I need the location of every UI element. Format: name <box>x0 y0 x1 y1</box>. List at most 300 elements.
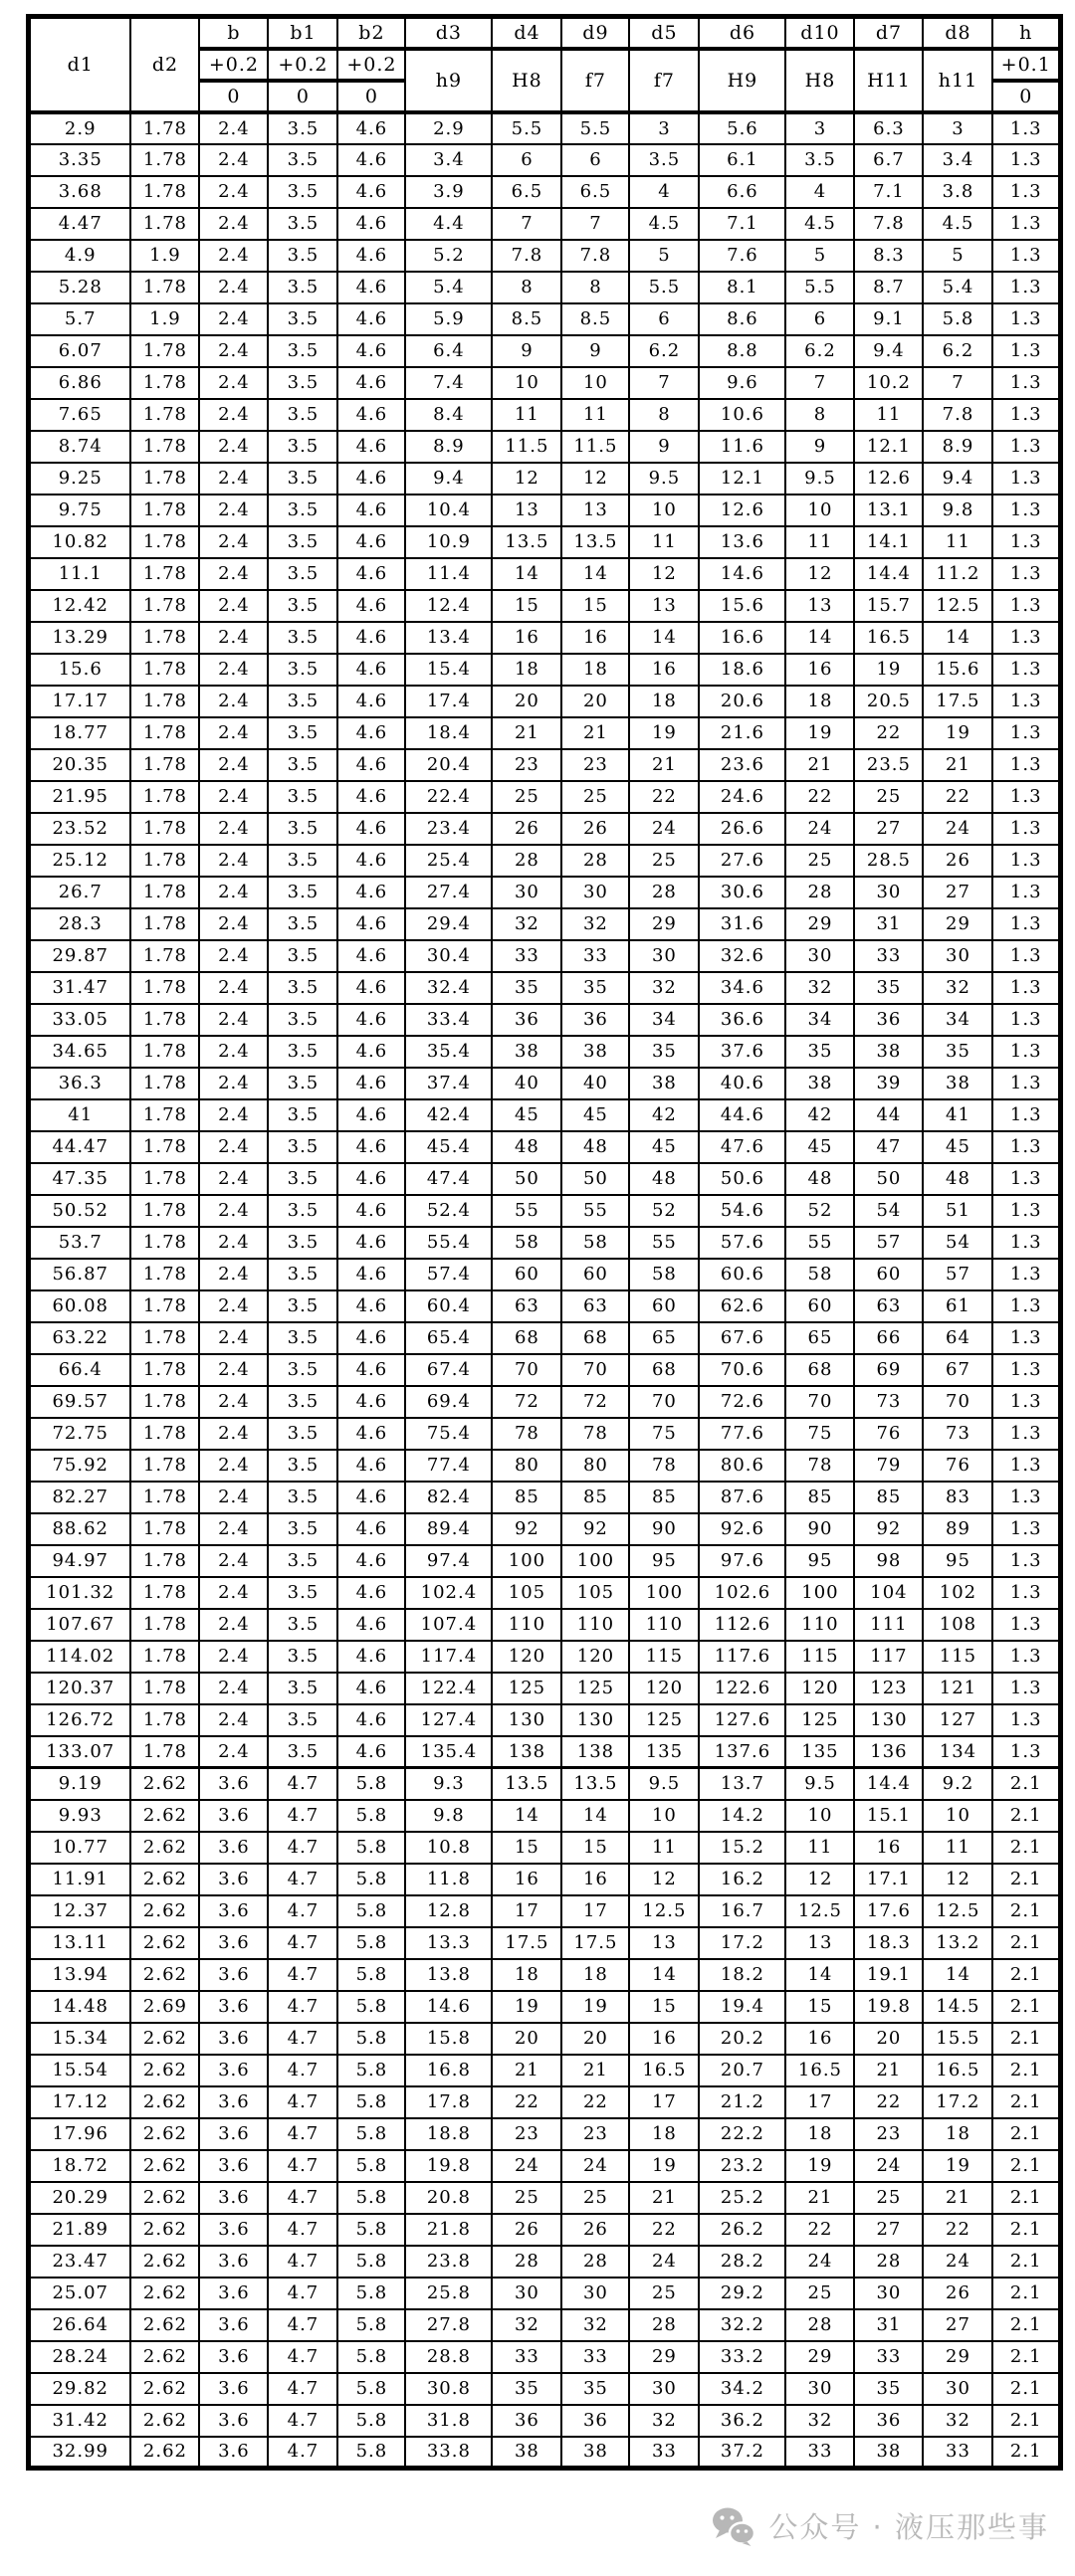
table-row <box>29 1131 1061 1163</box>
cell-d2: 1.78 <box>130 1036 199 1068</box>
cell-d6: 27.6 <box>699 845 785 877</box>
table-row <box>29 1513 1061 1545</box>
cell-d6: 30.6 <box>699 877 785 908</box>
cell-b1: 3.5 <box>268 208 337 240</box>
cell-d7: 20.5 <box>854 686 923 717</box>
cell-b: 3.6 <box>199 1959 268 1991</box>
cell-h: 1.3 <box>992 1163 1060 1195</box>
cell-d3: 9.4 <box>405 463 492 495</box>
cell-d1: 69.57 <box>29 1386 131 1418</box>
cell-b2: 5.8 <box>337 1991 405 2023</box>
cell-d9: 48 <box>561 1131 629 1163</box>
cell-d5: 70 <box>629 1386 699 1418</box>
cell-d4: 50 <box>492 1163 561 1195</box>
cell-d4: 78 <box>492 1418 561 1450</box>
cell-d7: 18.3 <box>854 1927 923 1959</box>
cell-h: 1.3 <box>992 367 1060 399</box>
cell-b2: 4.6 <box>337 749 405 781</box>
cell-b1: 4.7 <box>268 1864 337 1895</box>
cell-b: 2.4 <box>199 558 268 590</box>
cell-d2: 1.78 <box>130 1641 199 1673</box>
cell-b2: 4.6 <box>337 908 405 940</box>
cell-d5: 12 <box>629 1864 699 1895</box>
cell-b2: 4.6 <box>337 1322 405 1354</box>
cell-d5: 35 <box>629 1036 699 1068</box>
cell-d9: 100 <box>561 1545 629 1577</box>
fit-grade-d6: H9 <box>699 49 785 112</box>
cell-d3: 10.9 <box>405 526 492 558</box>
cell-d6: 31.6 <box>699 908 785 940</box>
table-row <box>29 1227 1061 1259</box>
cell-h: 2.1 <box>992 2118 1060 2150</box>
cell-d1: 18.77 <box>29 717 131 749</box>
cell-d9: 125 <box>561 1673 629 1704</box>
cell-d6: 23.2 <box>699 2150 785 2182</box>
cell-d5: 65 <box>629 1322 699 1354</box>
col-header-d3: d3 <box>405 17 492 49</box>
cell-d7: 60 <box>854 1259 923 1290</box>
cell-d8: 4.5 <box>923 208 992 240</box>
cell-d3: 31.8 <box>405 2405 492 2437</box>
cell-d2: 1.9 <box>130 240 199 272</box>
cell-h: 1.3 <box>992 1513 1060 1545</box>
cell-h: 2.1 <box>992 2150 1060 2182</box>
table-row <box>29 1927 1061 1959</box>
cell-b2: 4.6 <box>337 1450 405 1482</box>
cell-d5: 11 <box>629 1832 699 1864</box>
cell-b: 3.6 <box>199 2278 268 2309</box>
cell-d7: 21 <box>854 2055 923 2086</box>
cell-h: 1.3 <box>992 1290 1060 1322</box>
cell-d6: 32.6 <box>699 940 785 972</box>
cell-d10: 35 <box>785 1036 854 1068</box>
cell-d2: 2.62 <box>130 1959 199 1991</box>
table-row <box>29 2278 1061 2309</box>
fit-grade-d7: H11 <box>854 49 923 112</box>
cell-d3: 27.8 <box>405 2309 492 2341</box>
cell-d6: 117.6 <box>699 1641 785 1673</box>
cell-d1: 12.37 <box>29 1895 131 1927</box>
cell-d6: 14.2 <box>699 1800 785 1832</box>
watermark-text: 公众号 · 液压那些事 <box>768 2510 1049 2544</box>
cell-d3: 11.4 <box>405 558 492 590</box>
cell-d4: 17 <box>492 1895 561 1927</box>
cell-d7: 25 <box>854 781 923 813</box>
cell-d7: 7.1 <box>854 176 923 208</box>
cell-b2: 4.6 <box>337 972 405 1004</box>
table-row <box>29 2405 1061 2437</box>
cell-d6: 37.6 <box>699 1036 785 1068</box>
cell-h: 1.3 <box>992 495 1060 526</box>
cell-d5: 6 <box>629 303 699 335</box>
cell-d10: 24 <box>785 813 854 845</box>
cell-d1: 26.64 <box>29 2309 131 2341</box>
cell-d8: 41 <box>923 1099 992 1131</box>
cell-b: 2.4 <box>199 1068 268 1099</box>
cell-d9: 72 <box>561 1386 629 1418</box>
cell-h: 2.1 <box>992 2055 1060 2086</box>
cell-d4: 14 <box>492 1800 561 1832</box>
cell-d8: 6.2 <box>923 335 992 367</box>
cell-d8: 14 <box>923 622 992 654</box>
cell-d3: 67.4 <box>405 1354 492 1386</box>
cell-d7: 35 <box>854 2373 923 2405</box>
cell-d9: 50 <box>561 1163 629 1195</box>
cell-d1: 31.47 <box>29 972 131 1004</box>
cell-h: 2.1 <box>992 1959 1060 1991</box>
cell-d10: 10 <box>785 1800 854 1832</box>
cell-d7: 19.1 <box>854 1959 923 1991</box>
cell-d3: 12.8 <box>405 1895 492 1927</box>
cell-b2: 5.8 <box>337 2278 405 2309</box>
table-row <box>29 1609 1061 1641</box>
cell-d10: 14 <box>785 622 854 654</box>
cell-b: 3.6 <box>199 2118 268 2150</box>
cell-d7: 9.4 <box>854 335 923 367</box>
cell-d4: 5.5 <box>492 112 561 144</box>
cell-b: 2.4 <box>199 176 268 208</box>
cell-d8: 22 <box>923 781 992 813</box>
cell-d4: 55 <box>492 1195 561 1227</box>
cell-b1: 3.5 <box>268 1641 337 1673</box>
cell-d7: 23.5 <box>854 749 923 781</box>
cell-d8: 29 <box>923 908 992 940</box>
cell-d7: 20 <box>854 2023 923 2055</box>
cell-b2: 4.6 <box>337 940 405 972</box>
cell-d6: 5.6 <box>699 112 785 144</box>
cell-b1: 3.5 <box>268 112 337 144</box>
cell-d6: 15.2 <box>699 1832 785 1864</box>
table-row <box>29 558 1061 590</box>
cell-d9: 18 <box>561 1959 629 1991</box>
cell-b1: 3.5 <box>268 1386 337 1418</box>
cell-d3: 55.4 <box>405 1227 492 1259</box>
cell-h: 1.3 <box>992 845 1060 877</box>
cell-b2: 4.6 <box>337 1227 405 1259</box>
col-header-h: h <box>992 17 1060 49</box>
cell-d10: 65 <box>785 1322 854 1354</box>
cell-d8: 10 <box>923 1800 992 1832</box>
cell-h: 2.1 <box>992 2086 1060 2118</box>
cell-b2: 4.6 <box>337 1641 405 1673</box>
table-row <box>29 2214 1061 2246</box>
cell-d6: 54.6 <box>699 1195 785 1227</box>
cell-b2: 4.6 <box>337 303 405 335</box>
cell-d9: 45 <box>561 1099 629 1131</box>
cell-d10: 9 <box>785 431 854 463</box>
cell-d2: 1.78 <box>130 1163 199 1195</box>
cell-d2: 1.78 <box>130 495 199 526</box>
table-row <box>29 1959 1061 1991</box>
cell-b1: 4.7 <box>268 2182 337 2214</box>
cell-d8: 95 <box>923 1545 992 1577</box>
cell-d9: 130 <box>561 1704 629 1736</box>
cell-d4: 38 <box>492 1036 561 1068</box>
cell-d1: 11.91 <box>29 1864 131 1895</box>
cell-d6: 80.6 <box>699 1450 785 1482</box>
cell-d4: 30 <box>492 2278 561 2309</box>
col-header-b: b <box>199 17 268 49</box>
cell-h: 1.3 <box>992 908 1060 940</box>
cell-d9: 58 <box>561 1227 629 1259</box>
cell-d7: 47 <box>854 1131 923 1163</box>
cell-h: 1.3 <box>992 654 1060 686</box>
cell-d9: 16 <box>561 1864 629 1895</box>
cell-d7: 50 <box>854 1163 923 1195</box>
cell-d1: 41 <box>29 1099 131 1131</box>
fit-grade-d4: H8 <box>492 49 561 112</box>
cell-h: 1.3 <box>992 1736 1060 1768</box>
cell-d10: 6 <box>785 303 854 335</box>
cell-b2: 4.6 <box>337 526 405 558</box>
cell-d2: 2.62 <box>130 1895 199 1927</box>
cell-d8: 11.2 <box>923 558 992 590</box>
cell-d1: 36.3 <box>29 1068 131 1099</box>
cell-d1: 9.19 <box>29 1768 131 1800</box>
cell-d1: 28.24 <box>29 2341 131 2373</box>
cell-d8: 21 <box>923 749 992 781</box>
table-row <box>29 622 1061 654</box>
cell-d6: 7.6 <box>699 240 785 272</box>
cell-h: 1.3 <box>992 1195 1060 1227</box>
cell-d1: 56.87 <box>29 1259 131 1290</box>
cell-b: 2.4 <box>199 590 268 622</box>
table-row <box>29 717 1061 749</box>
cell-b2: 4.6 <box>337 208 405 240</box>
cell-d6: 8.6 <box>699 303 785 335</box>
cell-d4: 13 <box>492 495 561 526</box>
cell-d7: 30 <box>854 2278 923 2309</box>
cell-d5: 58 <box>629 1259 699 1290</box>
table-row <box>29 686 1061 717</box>
cell-d3: 57.4 <box>405 1259 492 1290</box>
cell-b2: 4.6 <box>337 367 405 399</box>
table-row <box>29 2182 1061 2214</box>
cell-h: 1.3 <box>992 1450 1060 1482</box>
cell-d7: 10.2 <box>854 367 923 399</box>
cell-d6: 44.6 <box>699 1099 785 1131</box>
cell-d7: 111 <box>854 1609 923 1641</box>
cell-h: 1.3 <box>992 1641 1060 1673</box>
cell-d5: 25 <box>629 845 699 877</box>
table-row <box>29 112 1061 144</box>
cell-d8: 17.2 <box>923 2086 992 2118</box>
cell-b2: 4.6 <box>337 1609 405 1641</box>
cell-d10: 90 <box>785 1513 854 1545</box>
cell-d6: 15.6 <box>699 590 785 622</box>
cell-h: 1.3 <box>992 781 1060 813</box>
cell-d4: 130 <box>492 1704 561 1736</box>
cell-d6: 72.6 <box>699 1386 785 1418</box>
table-row <box>29 1259 1061 1290</box>
cell-d6: 102.6 <box>699 1577 785 1609</box>
cell-b2: 4.6 <box>337 558 405 590</box>
cell-d6: 7.1 <box>699 208 785 240</box>
table-row <box>29 749 1061 781</box>
cell-b2: 5.8 <box>337 1800 405 1832</box>
cell-b: 3.6 <box>199 1927 268 1959</box>
cell-d9: 33 <box>561 940 629 972</box>
cell-d8: 57 <box>923 1259 992 1290</box>
cell-b1: 4.7 <box>268 1832 337 1864</box>
cell-d3: 89.4 <box>405 1513 492 1545</box>
cell-b2: 4.6 <box>337 590 405 622</box>
cell-d5: 4.5 <box>629 208 699 240</box>
cell-d10: 70 <box>785 1386 854 1418</box>
cell-d1: 26.7 <box>29 877 131 908</box>
cell-d7: 31 <box>854 908 923 940</box>
cell-b2: 4.6 <box>337 1482 405 1513</box>
cell-d9: 26 <box>561 2214 629 2246</box>
cell-d5: 16 <box>629 654 699 686</box>
tolerance-upper-b: +0.2 <box>199 49 268 81</box>
cell-b: 2.4 <box>199 1482 268 1513</box>
cell-d6: 25.2 <box>699 2182 785 2214</box>
cell-b: 2.4 <box>199 1736 268 1768</box>
cell-d2: 1.78 <box>130 1736 199 1768</box>
cell-b1: 3.5 <box>268 845 337 877</box>
cell-b1: 3.5 <box>268 781 337 813</box>
cell-d4: 38 <box>492 2437 561 2469</box>
cell-h: 1.3 <box>992 877 1060 908</box>
cell-d6: 57.6 <box>699 1227 785 1259</box>
cell-d6: 18.6 <box>699 654 785 686</box>
cell-b2: 5.8 <box>337 1959 405 1991</box>
cell-d2: 1.78 <box>130 845 199 877</box>
cell-d2: 1.78 <box>130 1354 199 1386</box>
cell-h: 2.1 <box>992 2341 1060 2373</box>
cell-b2: 4.6 <box>337 1036 405 1068</box>
cell-b1: 4.7 <box>268 2437 337 2469</box>
cell-d8: 22 <box>923 2214 992 2246</box>
cell-d7: 98 <box>854 1545 923 1577</box>
cell-h: 1.3 <box>992 1036 1060 1068</box>
cell-b2: 4.6 <box>337 813 405 845</box>
cell-b2: 4.6 <box>337 1418 405 1450</box>
cell-h: 1.3 <box>992 940 1060 972</box>
cell-d10: 11 <box>785 1832 854 1864</box>
cell-d4: 32 <box>492 2309 561 2341</box>
cell-b2: 4.6 <box>337 399 405 431</box>
cell-d3: 30.4 <box>405 940 492 972</box>
cell-d4: 24 <box>492 2150 561 2182</box>
cell-d4: 9 <box>492 335 561 367</box>
cell-d7: 35 <box>854 972 923 1004</box>
cell-d9: 14 <box>561 558 629 590</box>
cell-d1: 3.68 <box>29 176 131 208</box>
cell-d6: 36.6 <box>699 1004 785 1036</box>
cell-d5: 6.2 <box>629 335 699 367</box>
cell-d3: 28.8 <box>405 2341 492 2373</box>
cell-d2: 2.62 <box>130 2373 199 2405</box>
cell-h: 2.1 <box>992 2309 1060 2341</box>
cell-b: 3.6 <box>199 2150 268 2182</box>
cell-d6: 8.1 <box>699 272 785 303</box>
cell-b: 3.6 <box>199 2246 268 2278</box>
table-row <box>29 1482 1061 1513</box>
cell-d2: 1.78 <box>130 1004 199 1036</box>
cell-b1: 3.5 <box>268 1163 337 1195</box>
cell-d3: 82.4 <box>405 1482 492 1513</box>
cell-d4: 23 <box>492 2118 561 2150</box>
table-row <box>29 303 1061 335</box>
cell-d6: 34.6 <box>699 972 785 1004</box>
cell-b1: 4.7 <box>268 2405 337 2437</box>
cell-b1: 3.5 <box>268 1099 337 1131</box>
cell-d4: 28 <box>492 845 561 877</box>
cell-d1: 9.75 <box>29 495 131 526</box>
cell-d4: 20 <box>492 686 561 717</box>
table-row <box>29 526 1061 558</box>
cell-d4: 70 <box>492 1354 561 1386</box>
cell-b2: 4.6 <box>337 1545 405 1577</box>
cell-d10: 16.5 <box>785 2055 854 2086</box>
cell-d5: 18 <box>629 686 699 717</box>
cell-d5: 21 <box>629 749 699 781</box>
table-row <box>29 590 1061 622</box>
cell-b1: 4.7 <box>268 2246 337 2278</box>
cell-d2: 1.78 <box>130 558 199 590</box>
cell-d9: 20 <box>561 2023 629 2055</box>
cell-d6: 16.7 <box>699 1895 785 1927</box>
cell-d5: 95 <box>629 1545 699 1577</box>
cell-b1: 3.5 <box>268 1068 337 1099</box>
cell-b1: 3.5 <box>268 686 337 717</box>
cell-d7: 22 <box>854 717 923 749</box>
cell-b: 3.6 <box>199 2023 268 2055</box>
cell-d9: 138 <box>561 1736 629 1768</box>
cell-d4: 85 <box>492 1482 561 1513</box>
cell-d1: 4.47 <box>29 208 131 240</box>
cell-h: 1.3 <box>992 144 1060 176</box>
cell-h: 1.3 <box>992 590 1060 622</box>
cell-b1: 3.5 <box>268 1418 337 1450</box>
cell-d1: 32.99 <box>29 2437 131 2469</box>
cell-d5: 24 <box>629 813 699 845</box>
cell-b: 2.4 <box>199 972 268 1004</box>
cell-d6: 19.4 <box>699 1991 785 2023</box>
cell-h: 2.1 <box>992 2246 1060 2278</box>
cell-d6: 67.6 <box>699 1322 785 1354</box>
cell-d6: 40.6 <box>699 1068 785 1099</box>
cell-d5: 9.5 <box>629 463 699 495</box>
cell-d2: 1.78 <box>130 1131 199 1163</box>
cell-h: 1.3 <box>992 1004 1060 1036</box>
cell-b2: 4.6 <box>337 112 405 144</box>
cell-d5: 17 <box>629 2086 699 2118</box>
cell-d1: 23.47 <box>29 2246 131 2278</box>
cell-d3: 2.9 <box>405 112 492 144</box>
cell-d6: 14.6 <box>699 558 785 590</box>
cell-d3: 13.3 <box>405 1927 492 1959</box>
cell-b: 3.6 <box>199 2405 268 2437</box>
table-row <box>29 781 1061 813</box>
cell-d1: 53.7 <box>29 1227 131 1259</box>
cell-b2: 5.8 <box>337 2309 405 2341</box>
cell-d9: 15 <box>561 1832 629 1864</box>
cell-d10: 24 <box>785 2246 854 2278</box>
cell-b: 3.6 <box>199 2086 268 2118</box>
cell-d10: 19 <box>785 717 854 749</box>
cell-d9: 32 <box>561 908 629 940</box>
watermark <box>711 2505 1049 2546</box>
table-row <box>29 1800 1061 1832</box>
cell-d10: 18 <box>785 686 854 717</box>
tolerance-lower-b1: 0 <box>268 81 337 112</box>
cell-b: 2.4 <box>199 112 268 144</box>
cell-b1: 3.5 <box>268 399 337 431</box>
cell-b: 2.4 <box>199 1227 268 1259</box>
